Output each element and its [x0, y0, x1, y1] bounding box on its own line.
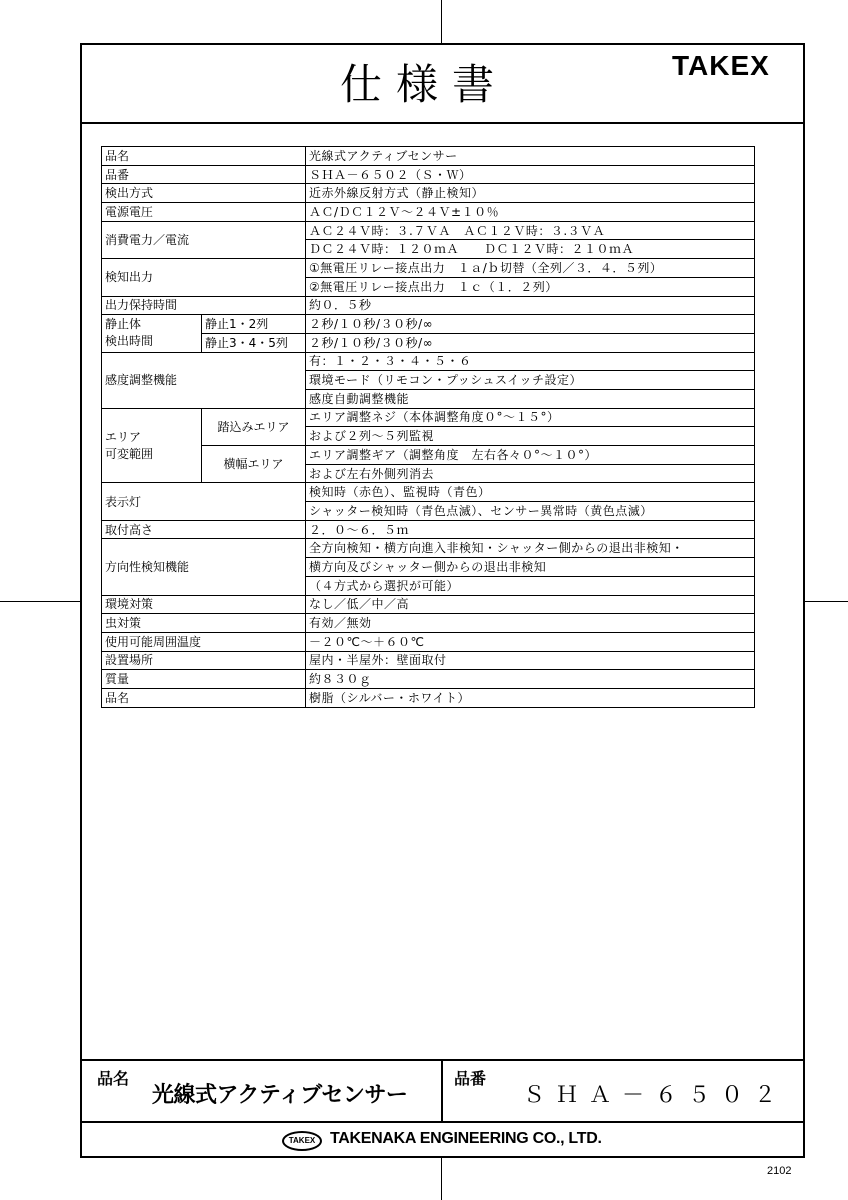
footer-name-label: 品名 — [97, 1069, 130, 1088]
footer-product-name: 光線式アクティブセンサー — [152, 1083, 408, 1108]
spec-row — [102, 221, 755, 240]
spec-row — [102, 670, 755, 689]
spec-label: 環境対策 — [102, 595, 306, 614]
footer-divider — [441, 1059, 443, 1122]
spec-value: なし／低／中／高 — [306, 595, 755, 614]
title-divider — [80, 122, 805, 124]
spec-label: 品番 — [102, 165, 306, 184]
spec-value: ２．０～６．５ｍ — [306, 520, 755, 539]
spec-value: ＡＣ２４Ｖ時：３.７ＶＡ ＡＣ１２Ｖ時：３.３ＶＡ — [306, 221, 755, 240]
spec-value: 樹脂（シルバー・ホワイト） — [306, 688, 755, 707]
spec-value: エリア調整ギア（調整角度 左右各々０°～１０°） — [306, 446, 755, 465]
spec-value: ２秒/１０秒/３０秒/∞ — [306, 333, 755, 352]
spec-sublabel: 横幅エリア — [202, 446, 306, 483]
spec-row — [102, 539, 755, 558]
company-name: TAKENAKA ENGINEERING CO., LTD. — [330, 1130, 602, 1147]
spec-value: 光線式アクティブセンサー — [306, 147, 755, 166]
spec-value: 有：１・２・３・４・５・６ — [306, 352, 755, 371]
spec-value: ②無電圧リレー接点出力 １ｃ（１．２列） — [306, 277, 755, 296]
spec-row — [102, 520, 755, 539]
spec-value: 屋内・半屋外：壁面取付 — [306, 651, 755, 670]
spec-row — [102, 408, 755, 427]
spec-label: 出力保持時間 — [102, 296, 306, 315]
spec-label: 設置場所 — [102, 651, 306, 670]
company-logo: TAKEX — [282, 1131, 322, 1151]
spec-label-line: エリア — [105, 429, 142, 444]
spec-label: 方向性検知機能 — [102, 539, 306, 595]
spec-value: －２０℃～＋６０℃ — [306, 632, 755, 651]
spec-row — [102, 483, 755, 502]
spec-sublabel: 静止3・4・5列 — [202, 333, 306, 352]
spec-value: ＤＣ２４Ｖ時：１２０ｍＡ ＤＣ１２Ｖ時：２１０ｍＡ — [306, 240, 755, 259]
spec-value: 検知時（赤色）、監視時（青色） — [306, 483, 755, 502]
spec-label: 品名 — [102, 147, 306, 166]
document-number: 2102 — [767, 1165, 792, 1177]
spec-value: ＳＨＡ－６５０２（Ｓ・Ｗ） — [306, 165, 755, 184]
spec-value: 環境モード（リモコン・プッシュスイッチ設定） — [306, 371, 755, 390]
spec-label: 電源電圧 — [102, 203, 306, 222]
spec-value: 全方向検知・横方向進入非検知・シャッター側からの退出非検知・ — [306, 539, 755, 558]
spec-value: シャッター検知時（青色点滅）、センサー異常時（黄色点滅） — [306, 502, 755, 521]
footer-number-label: 品番 — [454, 1069, 487, 1088]
spec-row — [102, 632, 755, 651]
spec-label: 検知出力 — [102, 259, 306, 296]
spec-table — [101, 146, 755, 708]
spec-label: 表示灯 — [102, 483, 306, 520]
spec-label-line: 可変範囲 — [105, 446, 154, 461]
spec-row — [102, 296, 755, 315]
spec-label — [102, 315, 202, 352]
spec-sublabel: 静止1・2列 — [202, 315, 306, 334]
spec-value: および２列～５列監視 — [306, 427, 755, 446]
spec-row — [102, 184, 755, 203]
spec-row — [102, 147, 755, 166]
spec-row — [102, 614, 755, 633]
spec-value: 感度自動調整機能 — [306, 389, 755, 408]
document-title: 仕様書 — [339, 60, 508, 109]
spec-value: （４方式から選択が可能） — [306, 576, 755, 595]
spec-value: エリア調整ネジ（本体調整角度０°～１５°） — [306, 408, 755, 427]
spec-label: 質量 — [102, 670, 306, 689]
spec-label: 感度調整機能 — [102, 352, 306, 408]
spec-label-line: 静止体 — [105, 317, 142, 332]
spec-row — [102, 165, 755, 184]
footer-product-number: ＳＨＡ－６５０２ — [523, 1083, 788, 1108]
brand-logo: TAKEX — [672, 50, 770, 81]
spec-row — [102, 595, 755, 614]
spec-label-line: 検出時間 — [105, 334, 154, 349]
reg-mark-right — [805, 601, 848, 602]
spec-value: 横方向及びシャッター側からの退出非検知 — [306, 558, 755, 577]
spec-value: 有効／無効 — [306, 614, 755, 633]
spec-label: 使用可能周囲温度 — [102, 632, 306, 651]
spec-row — [102, 688, 755, 707]
spec-label: 消費電力／電流 — [102, 221, 306, 258]
spec-value: 約０．５秒 — [306, 296, 755, 315]
spec-value: ①無電圧リレー接点出力 １ａ/ｂ切替（全列／３．４．５列） — [306, 259, 755, 278]
reg-mark-bottom — [441, 1158, 442, 1200]
spec-row — [102, 352, 755, 371]
spec-row — [102, 203, 755, 222]
spec-row — [102, 651, 755, 670]
spec-sublabel: 踏込みエリア — [202, 408, 306, 445]
reg-mark-left — [0, 601, 80, 602]
spec-value: 約８３０ｇ — [306, 670, 755, 689]
spec-label: 取付高さ — [102, 520, 306, 539]
spec-value: 近赤外線反射方式（静止検知） — [306, 184, 755, 203]
spec-row — [102, 259, 755, 278]
spec-value: および左右外側列消去 — [306, 464, 755, 483]
spec-label: 品名 — [102, 688, 306, 707]
spec-value: ＡＣ/ＤＣ１２Ｖ～２４Ｖ±１０％ — [306, 203, 755, 222]
spec-label — [102, 408, 202, 483]
spec-row — [102, 315, 755, 334]
reg-mark-top — [441, 0, 442, 43]
spec-label: 検出方式 — [102, 184, 306, 203]
spec-value: ２秒/１０秒/３０秒/∞ — [306, 315, 755, 334]
spec-label: 虫対策 — [102, 614, 306, 633]
